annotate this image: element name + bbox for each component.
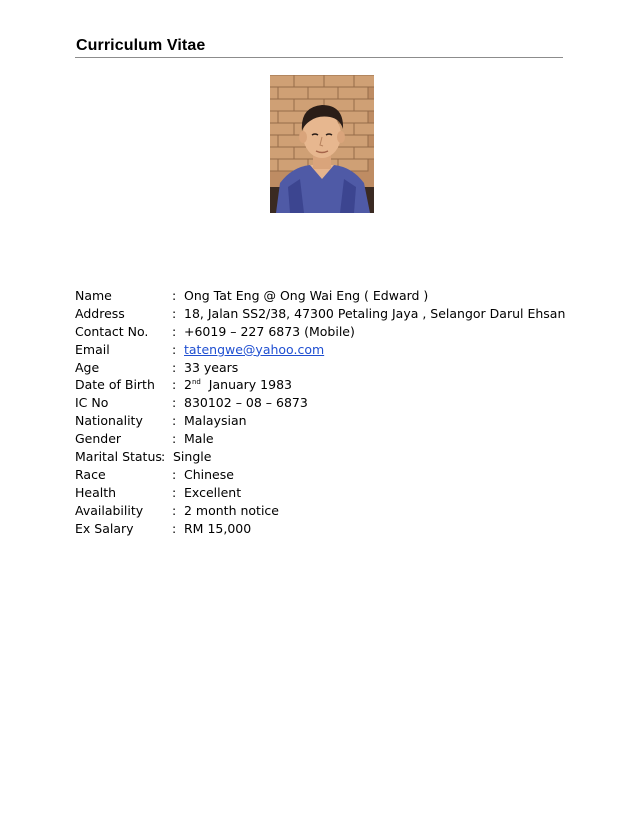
separator: : — [172, 305, 177, 321]
separator: : — [172, 341, 177, 357]
address-value: 18, Jalan SS2/38, 47300 Petaling Jaya , Selangor Darul Ehsan — [184, 305, 566, 321]
ic-value: 830102 – 08 – 6873 — [184, 395, 308, 411]
health-value: Excellent — [184, 484, 242, 500]
marital-status-value: Single — [173, 449, 212, 465]
salary-label: Ex Salary — [75, 520, 134, 536]
portrait-image — [270, 75, 374, 213]
race-value: Chinese — [184, 466, 234, 482]
separator: : — [172, 502, 177, 518]
salary-value: RM 15,000 — [184, 520, 252, 536]
ic-label: IC No — [75, 395, 109, 411]
separator: : — [172, 323, 177, 339]
dob-month-year: January 1983 — [208, 377, 292, 393]
name-label: Name — [75, 288, 112, 303]
separator: : — [172, 431, 177, 447]
address-label: Address — [75, 305, 125, 321]
email-value — [184, 341, 324, 359]
separator: : — [172, 377, 177, 393]
email-label: Email — [75, 341, 110, 357]
document-title: Curriculum Vitae — [76, 37, 206, 54]
separator: : — [172, 395, 177, 411]
dob-day: 2 — [184, 377, 192, 393]
nationality-label: Nationality — [75, 413, 143, 429]
race-label: Race — [75, 466, 106, 482]
contact-value: +6019 – 227 6873 (Mobile) — [184, 323, 355, 339]
profile-photo — [270, 75, 374, 213]
separator: : — [172, 359, 177, 375]
separator: : — [172, 288, 177, 303]
dob-label: Date of Birth — [75, 377, 155, 393]
dob-day-suffix: nd — [191, 378, 201, 387]
dob-value — [184, 376, 292, 394]
separator: : — [172, 484, 177, 500]
separator: : — [161, 449, 166, 465]
separator: : — [172, 466, 177, 482]
title-divider — [75, 57, 563, 58]
health-label: Health — [75, 484, 117, 500]
age-value: 33 years — [184, 359, 239, 375]
nationality-value: Malaysian — [184, 413, 247, 429]
gender-label: Gender — [75, 431, 122, 447]
gender-value: Male — [184, 431, 214, 447]
marital-status-label: Marital Status — [75, 449, 162, 465]
name-value: Ong Tat Eng @ Ong Wai Eng ( Edward ) — [184, 288, 429, 303]
separator: : — [172, 413, 177, 429]
separator: : — [172, 520, 177, 536]
contact-label: Contact No. — [75, 323, 149, 339]
availability-value: 2 month notice — [184, 502, 279, 518]
availability-label: Availability — [75, 502, 144, 518]
email-link[interactable]: tatengwe@yahoo.com — [184, 341, 325, 357]
age-label: Age — [75, 359, 100, 375]
